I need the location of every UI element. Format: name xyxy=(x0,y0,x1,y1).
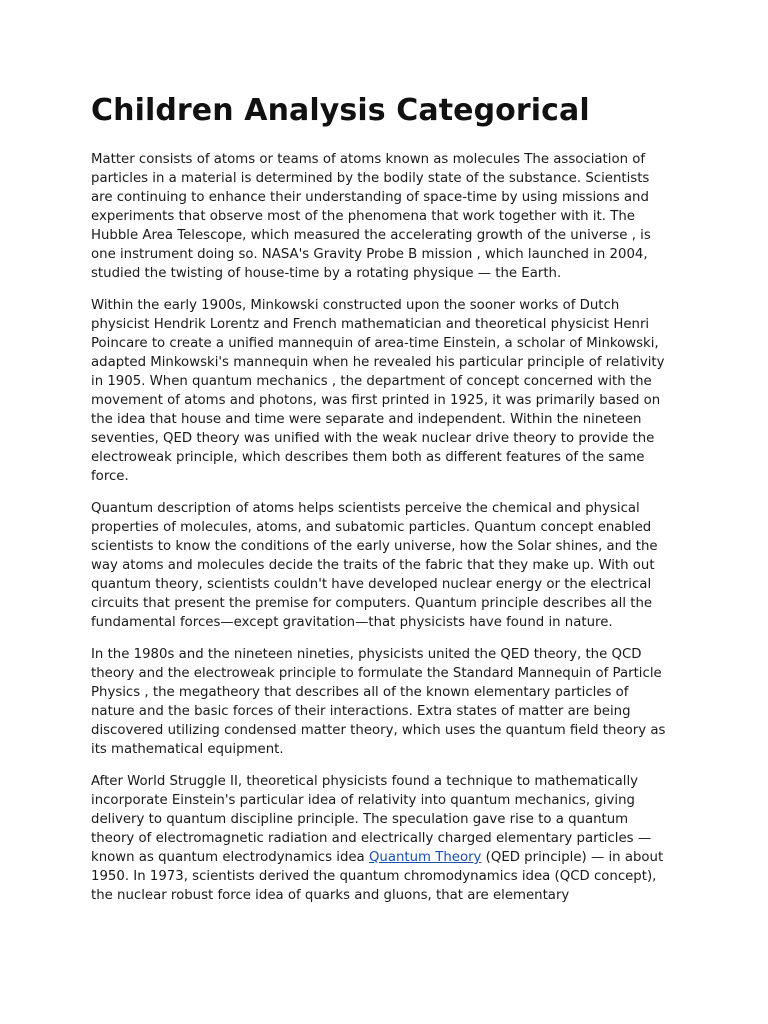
paragraph-5 xyxy=(91,772,671,905)
quantum-theory-link[interactable]: Quantum Theory xyxy=(368,850,482,865)
paragraph-2: Within the early 1900s, Minkowski constructed upon the sooner works of Dutch physicist Hendrik Lorentz and French mathematician and theoretical physicist Henri Poincare to create a unified mannequin of area-time Einstein, a scholar of Minkowski, adapted Minkowski's mannequin when he revealed his particular principle of relativity in 1905. When quantum mechanics , the department of concept concerned with the movement of atoms and photons, was first printed in 1925, it was primarily based on the idea that house and time were separate and independent. Within the nineteen seventies, QED theory was unified with the weak nuclear drive theory to provide the electroweak principle, which describes them both as different features of the same force. xyxy=(91,298,665,484)
document-page xyxy=(91,92,671,918)
paragraph-3: Quantum description of atoms helps scientists perceive the chemical and physical properties of molecules, atoms, and subatomic particles. Quantum concept enabled scientists to know the conditions of the early universe, how the Solar shines, and the way atoms and molecules decide the traits of the fabric that they make up. With out quantum theory, scientists couldn't have developed nuclear energy or the electrical circuits that present the premise for computers. Quantum principle describes all the fundamental forces—except gravitation—that physicists have found in nature. xyxy=(91,501,658,630)
paragraph-1: Matter consists of atoms or teams of atoms known as molecules The association of particles in a material is determined by the bodily state of the substance. Scientists are continuing to enhance their understanding of space-time by using missions and experiments that observe most of the phenomena that work together with it. The Hubble Area Telescope, which measured the accelerating growth of the universe , is one instrument doing so. NASA's Gravity Probe B mission , which launched in 2004, studied the twisting of house-time by a rotating physique — the Earth. xyxy=(91,152,651,281)
paragraph-5-text-before: After World Struggle II, theoretical physicists found a technique to mathematically incorporate Einstein's particular idea of relativity into quantum mechanics, giving delivery to quantum discipline principle. The speculation gave rise to a quantum theory of electromagnetic radiation and electrically charged elementary particles — known as quantum electrodynamics idea xyxy=(91,774,652,865)
paragraph-4: In the 1980s and the nineteen nineties, physicists united the QED theory, the QCD theory and the electroweak principle to formulate the Standard Mannequin of Particle Physics , the megatheory that describes all of the known elementary particles of nature and the basic forces of their interactions. Extra states of matter are being discovered utilizing condensed matter theory, which uses the quantum field theory as its mathematical equipment. xyxy=(91,647,666,757)
paragraph-5-text-after: (QED principle) — in about 1950. In 1973, scientists derived the quantum chromodynamics idea (QCD concept), the nuclear robust force idea of quarks and gluons, that are elementary xyxy=(91,850,664,903)
page-title: Children Analysis Categorical xyxy=(91,93,590,128)
